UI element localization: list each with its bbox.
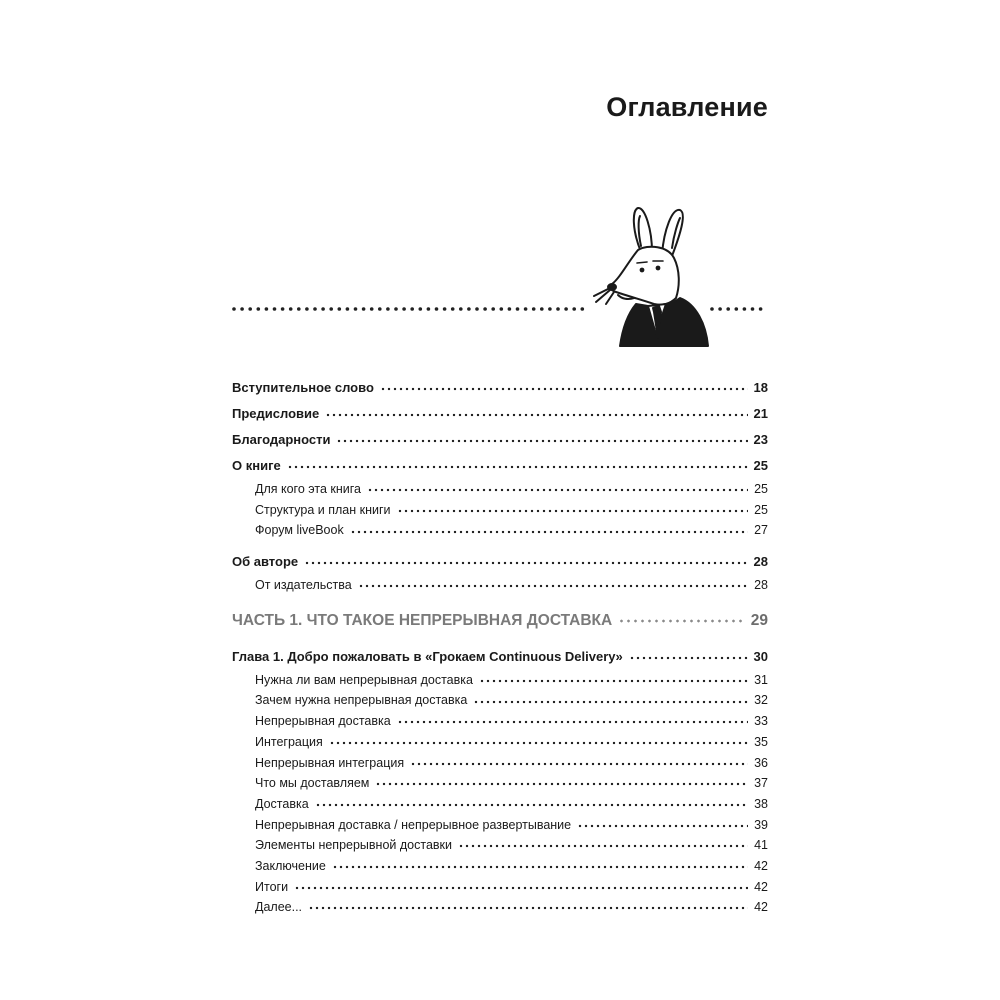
dot-leader: [304, 554, 747, 567]
toc-entry-page: 35: [754, 734, 768, 749]
toc-entry-page: 32: [754, 693, 768, 708]
dot-leader: [473, 693, 748, 706]
toc-subentry[interactable]: [232, 856, 768, 877]
dot-leader: [350, 523, 748, 536]
dot-leader: [294, 879, 748, 892]
dot-leader: [397, 714, 748, 727]
toc-subentry[interactable]: [232, 794, 768, 815]
toc-entry-page: 31: [754, 672, 768, 687]
toc-entry-title: Доставка: [255, 796, 309, 811]
toc-entry[interactable]: [232, 453, 768, 479]
toc-entry[interactable]: [232, 401, 768, 427]
toc-entry-page: 38: [754, 796, 768, 811]
toc-entry-title: Непрерывная доставка: [255, 714, 391, 729]
toc-subentry[interactable]: [232, 711, 768, 732]
toc-part-title: ЧАСТЬ 1. ЧТО ТАКОЕ НЕПРЕРЫВНАЯ ДОСТАВКА: [232, 611, 613, 629]
toc-entry-title: Элементы непрерывной доставки: [255, 838, 452, 853]
toc-entry-title: Благодарности: [232, 432, 331, 447]
dot-leader: [458, 838, 748, 851]
dot-leader: [308, 900, 748, 913]
toc-entry-page: 30: [753, 648, 768, 664]
toc-entry-title: Глава 1. Добро пожаловать в «Грокаем Continuous Delivery»: [232, 648, 623, 664]
toc-subentry[interactable]: [232, 690, 768, 711]
toc-entry-page: 27: [754, 523, 768, 538]
toc-entry-page: 42: [754, 900, 768, 915]
toc-entry-page: 25: [754, 482, 768, 496]
toc-subentry[interactable]: [232, 670, 768, 691]
dot-leader: [332, 858, 748, 871]
toc-subentry[interactable]: [232, 877, 768, 898]
toc-chapter-entry[interactable]: [232, 644, 768, 670]
dot-leader: [315, 796, 748, 809]
toc-subentry[interactable]: [232, 520, 768, 541]
toc-entry-page: 33: [754, 714, 768, 729]
dot-leader: [618, 610, 745, 626]
toc-entry-page: 18: [753, 380, 768, 395]
toc-subentry[interactable]: [232, 897, 768, 918]
toc-entry-page: 28: [753, 554, 768, 570]
toc-entry-title: Об авторе: [232, 554, 299, 570]
toc-entry-page: 42: [754, 858, 768, 873]
toc-entry[interactable]: [232, 427, 768, 453]
toc-entry-title: Для кого эта книга: [255, 482, 361, 496]
toc-entry-title: Структура и план книги: [255, 502, 391, 517]
toc-entry-page: 25: [754, 502, 768, 517]
dot-leader: [287, 458, 748, 471]
dot-leader: [380, 380, 748, 393]
dot-leader: [329, 734, 748, 747]
toc-entry[interactable]: [232, 375, 768, 401]
dot-leader: [367, 482, 748, 495]
dot-leader: [375, 776, 748, 789]
toc-subentry[interactable]: [232, 815, 768, 836]
toc-entry-title: Непрерывная доставка / непрерывное развертывание: [255, 817, 572, 832]
toc-subentry[interactable]: [232, 753, 768, 774]
rabbit-in-suit-icon: [592, 200, 714, 350]
toc-entry-title: Что мы доставляем: [255, 776, 370, 791]
toc-subentry[interactable]: [232, 479, 768, 500]
toc-subentry[interactable]: [232, 732, 768, 753]
toc-entry-page: 36: [754, 755, 768, 770]
dot-leader: [336, 432, 747, 445]
toc-subentry[interactable]: [232, 835, 768, 856]
toc-entry-page: 21: [753, 406, 768, 421]
dot-leader: [479, 672, 748, 685]
toc-entry-title: Интеграция: [255, 734, 323, 749]
toc-entry[interactable]: [232, 549, 768, 575]
dot-leader: [397, 502, 749, 515]
dot-leader: [629, 649, 748, 662]
dot-leader: [325, 406, 747, 419]
toc-entry-page: 41: [754, 838, 768, 853]
toc-entry-title: Форум liveBook: [255, 523, 344, 538]
toc-entry-title: Зачем нужна непрерывная доставка: [255, 693, 468, 708]
toc-entry-title: О книге: [232, 458, 281, 473]
toc-entry-title: Предисловие: [232, 406, 320, 421]
toc-entry-title: Далее...: [255, 900, 303, 915]
toc-entry-page: 42: [754, 879, 768, 894]
page-title: Оглавление: [606, 92, 768, 122]
toc-entry-title: Вступительное слово: [232, 380, 374, 395]
toc-entry-title: Заключение: [255, 858, 326, 873]
toc-entry-title: Непрерывная интеграция: [255, 755, 405, 770]
toc-entry-page: 39: [754, 817, 768, 832]
toc-entry-title: Итоги: [255, 879, 289, 894]
toc-entry-page: 25: [753, 458, 768, 473]
dot-leader: [410, 755, 748, 768]
toc-entry-title: От издательства: [255, 578, 352, 593]
toc-subentry[interactable]: [232, 773, 768, 794]
toc-entry-title: Нужна ли вам непрерывная доставка: [255, 672, 473, 687]
toc-part-entry[interactable]: [232, 608, 768, 634]
dot-leader: [358, 578, 748, 591]
toc-subentry[interactable]: [232, 500, 768, 521]
table-of-contents: [232, 375, 768, 918]
toc-subentry[interactable]: [232, 575, 768, 596]
toc-entry-page: 28: [754, 578, 768, 593]
toc-part-page: 29: [750, 611, 768, 629]
dot-leader: [577, 817, 748, 830]
toc-entry-page: 23: [753, 432, 768, 447]
toc-entry-page: 37: [754, 776, 768, 791]
